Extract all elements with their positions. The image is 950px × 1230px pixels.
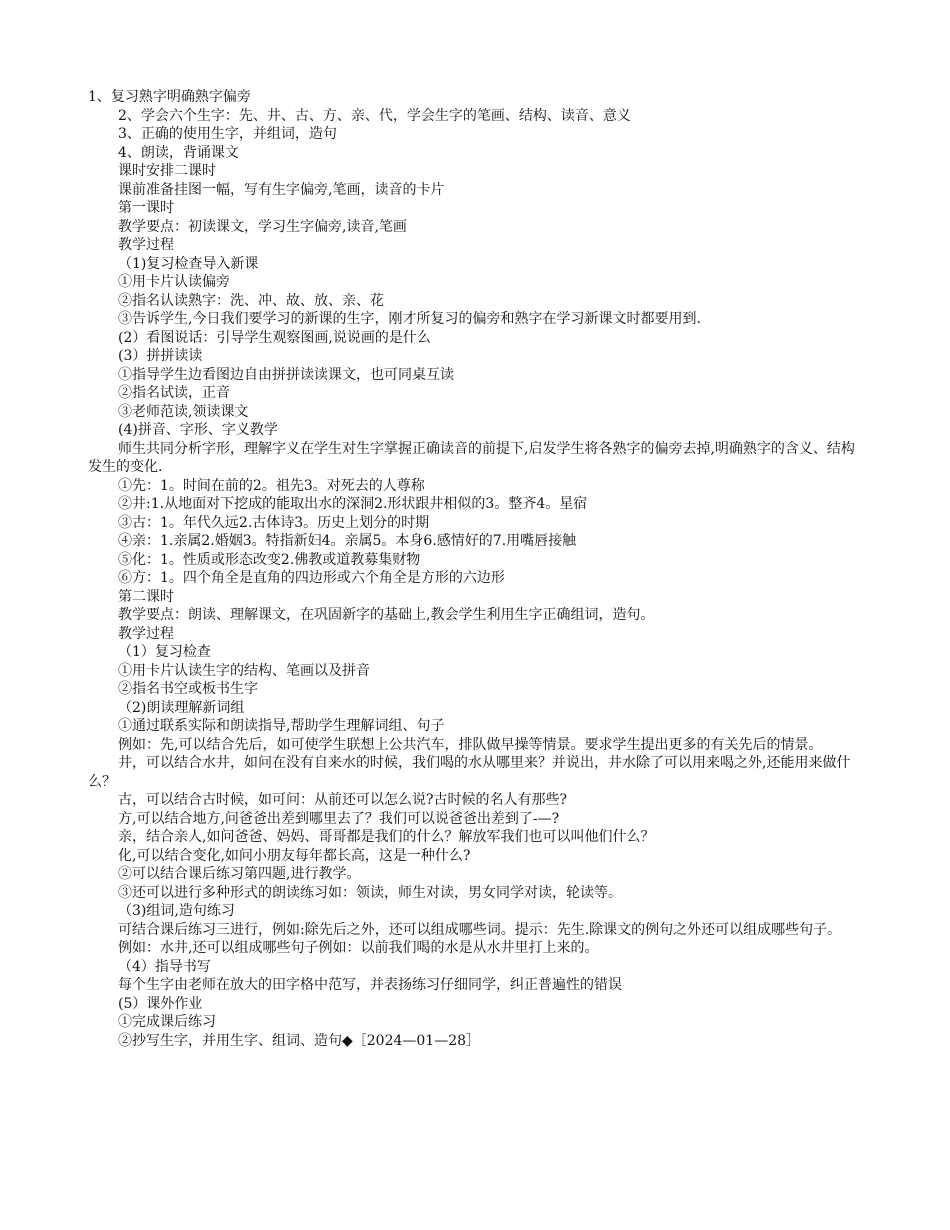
text-line: ②抄写生字，并用生字、组词、造句◆［2024—01—28］ xyxy=(118,1032,481,1049)
text-line: 教学过程 xyxy=(118,625,174,642)
text-line: ⑥方：1。四个角全是直角的四边形或六个角全是方形的六边形 xyxy=(118,570,505,586)
text-line: 例如：水井,还可以组成哪些句子例如：以前我们喝的水是从水井里打上来的。 xyxy=(118,940,599,956)
text-line: ①用卡片认读偏旁 xyxy=(118,274,230,290)
text-line: 教学过程 xyxy=(118,237,174,253)
text-line: ④亲：1.亲属2.婚姻3。特指新妇4。亲属5。本身6.感情好的7.用嘴唇接触 xyxy=(118,533,577,549)
text-line: ⑤化：1。性质或形态改变2.佛教或道教募集财物 xyxy=(118,551,421,568)
text-line: （4）指导书写 xyxy=(118,958,211,975)
text-line: 井，可以结合水井，如问在没有自来水的时候，我们喝的水从哪里来？并说出，井水除了可以用来喝之外,还能用来做什么？ xyxy=(88,755,851,790)
text-line: ①指导学生边看图边自由拼拼读读课文，也可同桌互读 xyxy=(118,366,454,383)
document-body xyxy=(88,88,860,1050)
text-line: （3)组词,造句练习 xyxy=(118,903,235,919)
text-line: ②指名书空或板书生字 xyxy=(118,681,258,697)
text-line: ①完成课后练习 xyxy=(118,1014,216,1030)
text-line: ②指名试读，正音 xyxy=(118,385,230,401)
text-line: ③古：1。年代久远2.古体诗3。历史上划分的时期 xyxy=(118,514,430,531)
text-line: 3、正确的使用生字，并组词，造句 xyxy=(118,126,337,142)
text-line: ①用卡片认读生字的结构、笔画以及拼音 xyxy=(118,662,370,679)
text-line: 每个生字由老师在放大的田字格中范写，并表扬练习仔细同学，纠正普遍性的错误 xyxy=(118,977,622,993)
text-line: 亲，结合亲人,如问爸爸、妈妈、哥哥都是我们的什么？解放军我们也可以叫他们什么？ xyxy=(118,829,655,845)
text-line: 师生共同分析字形，理解字义在学生对生字掌握正确读音的前提下,启发学生将各熟字的偏旁去掉,明确熟字的含义、结构发生的变化. xyxy=(88,440,855,475)
text-line: 课前准备挂图一幅，写有生字偏旁,笔画，读音的卡片 xyxy=(118,181,445,198)
text-line: 化,可以结合变化,如问小朋友每年都长高，这是一种什么? xyxy=(118,847,471,864)
text-line: ③还可以进行多种形式的朗读练习如：领读，师生对读，男女同学对读，轮读等。 xyxy=(118,884,622,901)
text-line: (4)拼音、字形、字义教学 xyxy=(118,422,278,438)
text-line: 课时安排二课时 xyxy=(118,163,216,179)
text-line: (2）看图说话：引导学生观察图画,说说画的是什么 xyxy=(118,329,431,346)
text-line: 2、学会六个生字：先、井、古、方、亲、代，学会生字的笔画、结构、读音、意义 xyxy=(118,107,631,124)
text-line: ②指名认读熟字：洗、冲、故、放、亲、花 xyxy=(118,292,384,309)
text-line: 第一课时 xyxy=(118,200,174,216)
text-line: ①先：1。时间在前的2。祖先3。对死去的人尊称 xyxy=(118,477,425,494)
text-line: 教学要点：初读课文，学习生字偏旁,读音,笔画 xyxy=(118,218,407,235)
text-line: （1)复习检查导入新课 xyxy=(118,255,259,272)
text-line: (3）拼拼读读 xyxy=(118,348,203,364)
text-line: 教学要点：朗读、理解课文，在巩固新字的基础上,教会学生利用生字正确组词，造句。 xyxy=(118,607,655,623)
text-line: ②可以结合课后练习第四题,进行教学。 xyxy=(118,866,361,882)
text-line: ③老师范读,领读课文 xyxy=(118,403,249,420)
text-line: 1、复习熟字明确熟字偏旁 xyxy=(88,89,251,105)
text-line: 古，可以结合古时候，如可问：从前还可以怎么说?古时候的名人有那些? xyxy=(118,792,568,808)
text-line: (5）课外作业 xyxy=(118,995,203,1012)
text-line: （2)朗读理解新词组 xyxy=(118,699,245,716)
text-line: 第二课时 xyxy=(118,588,174,605)
text-line: 方,可以结合地方,问爸爸出差到哪里去了？我们可以说爸爸出差到了-—? xyxy=(118,810,560,827)
text-line: （1）复习检查 xyxy=(118,644,211,660)
text-line: 4、朗读，背诵课文 xyxy=(118,144,239,161)
text-line: ②井:1.从地面对下挖成的能取出水的深洞2.形状跟井相似的3。整齐4。星宿 xyxy=(118,496,588,512)
text-line: ③告诉学生,今日我们要学习的新课的生字，刚才所复习的偏旁和熟字在学习新课文时都要用到. xyxy=(118,311,701,327)
text-line: 可结合课后练习三进行，例如:除先后之外，还可以组成哪些词。提示：先生.除课文的例句之外还可以组成哪些句子。 xyxy=(118,921,842,938)
text-line: 例如：先,可以结合先后，如可使学生联想上公共汽车，排队做早操等情景。要求学生提出更多的有关先后的情景。 xyxy=(118,736,823,753)
text-line: ①通过联系实际和朗读指导,帮助学生理解词组、句子 xyxy=(118,718,445,734)
